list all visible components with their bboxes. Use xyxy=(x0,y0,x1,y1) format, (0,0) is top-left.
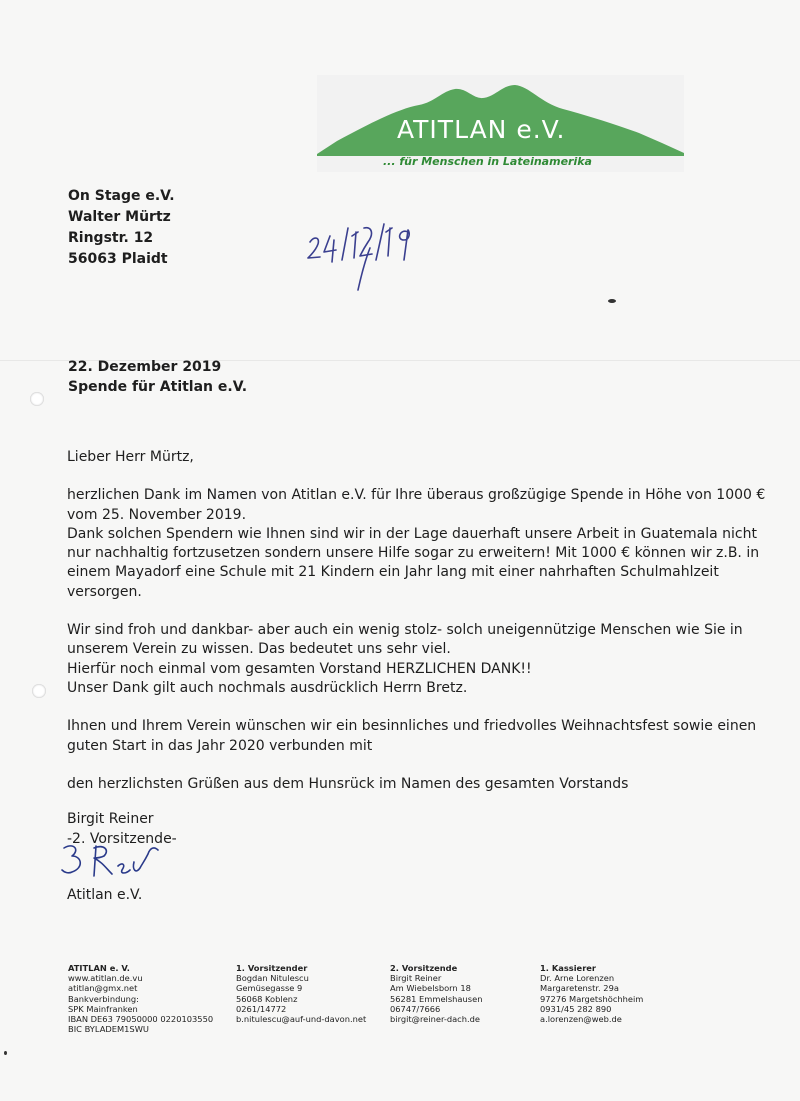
footer-line: Gemüsegasse 9 xyxy=(236,983,303,994)
signer-org: Atitlan e.V. xyxy=(67,887,143,903)
atitlan-logo xyxy=(317,75,684,172)
footer-line: 56068 Koblenz xyxy=(236,993,298,1004)
letter-body xyxy=(67,448,766,794)
body-line: guten Start in das Jahr 2020 verbunden mit xyxy=(67,737,373,754)
footer-line: birgit@reiner-dach.de xyxy=(390,1014,481,1025)
handwritten-signature xyxy=(58,840,168,880)
footer-heading: ATITLAN e. V. xyxy=(68,963,130,973)
body-line: herzlichen Dank im Namen von Atitlan e.V. für Ihre überaus großzügige Spende in Höhe von 1000 € xyxy=(67,487,766,504)
footer-line: 0931/45 282 890 xyxy=(540,1003,612,1014)
footer-line: Dr. Arne Lorenzen xyxy=(540,973,615,984)
footer-line: SPK Mainfranken xyxy=(68,1003,138,1014)
letter-subject: Spende für Atitlan e.V. xyxy=(68,379,248,395)
body-line: einem Mayadorf eine Schule mit 21 Kindern ein Jahr lang mit einer nahrhaften Schulmahlzeit xyxy=(67,564,719,581)
paragraph-greetings xyxy=(67,775,727,794)
footer-line: Bankverbindung: xyxy=(68,993,139,1004)
scan-spot xyxy=(4,1051,7,1055)
footer-line: 97276 Margetshöchheim xyxy=(540,993,644,1004)
body-line: vom 25. November 2019. xyxy=(67,506,247,523)
footer-line: atitlan@gmx.net xyxy=(68,983,138,994)
body-line: unserem Verein zu wissen. Das bedeutet uns sehr viel. xyxy=(67,641,451,658)
recipient-street: Ringstr. 12 xyxy=(68,230,154,246)
footer-col-association xyxy=(68,963,213,1034)
punch-hole xyxy=(32,684,46,698)
scan-spot xyxy=(608,299,616,303)
salutation: Lieber Herr Mürtz, xyxy=(67,449,194,465)
footer-heading: 1. Vorsitzender xyxy=(236,963,308,973)
footer-line: Margaretenstr. 29a xyxy=(540,983,619,994)
punch-hole xyxy=(30,392,44,406)
footer-line: Bogdan Nitulescu xyxy=(236,973,309,984)
recipient-org: On Stage e.V. xyxy=(68,188,175,204)
paragraph-wishes xyxy=(67,717,757,756)
body-line: Dank solchen Spendern wie Ihnen sind wir in der Lage dauerhaft unsere Arbeit in Guatemala nicht xyxy=(67,525,757,542)
body-line: Unser Dank gilt auch nochmals ausdrücklich Herrn Bretz. xyxy=(67,679,468,696)
handwritten-date xyxy=(290,210,430,300)
paragraph-thanks xyxy=(67,486,766,602)
recipient-name: Walter Mürtz xyxy=(68,209,171,225)
letter-date: 22. Dezember 2019 xyxy=(68,359,222,375)
footer-line: a.lorenzen@web.de xyxy=(540,1014,622,1025)
body-line: Hierfür noch einmal vom gesamten Vorstand HERZLICHEN DANK!! xyxy=(67,660,532,677)
body-line: versorgen. xyxy=(67,583,142,600)
signer-role: -2. Vorsitzende- xyxy=(67,830,177,847)
body-line: Ihnen und Ihrem Verein wünschen wir ein besinnliches und friedvolles Weihnachtsfest sowie einen xyxy=(67,718,757,735)
footer-line: www.atitlan.de.vu xyxy=(68,973,143,984)
body-line: Wir sind froh und dankbar- aber auch ein wenig stolz- solch uneigennützige Menschen wie Sie in xyxy=(67,622,743,639)
footer-line: Birgit Reiner xyxy=(390,973,442,984)
footer-line: BIC BYLADEM1SWU xyxy=(68,1024,149,1035)
footer-line: 06747/7666 xyxy=(390,1003,441,1014)
footer-heading: 2. Vorsitzende xyxy=(390,963,458,973)
footer-line: 0261/14772 xyxy=(236,1003,287,1014)
footer-line: 56281 Emmelshausen xyxy=(390,993,483,1004)
footer-line: IBAN DE63 79050000 0220103550 xyxy=(68,1014,214,1025)
signer-name: Birgit Reiner xyxy=(67,811,154,827)
recipient-city: 56063 Plaidt xyxy=(68,251,168,267)
footer-line: b.nitulescu@auf-und-davon.net xyxy=(236,1014,367,1025)
footer-heading: 1. Kassierer xyxy=(540,963,596,973)
footer-line: Am Wiebelsborn 18 xyxy=(390,983,471,994)
footer-col-treasurer xyxy=(540,963,643,1024)
logo-tagline: ... für Menschen in Lateinamerika xyxy=(383,155,592,168)
footer-col-chair xyxy=(236,963,366,1024)
logo-name: ATITLAN e.V. xyxy=(397,115,566,144)
paragraph-gratitude xyxy=(67,621,743,698)
body-line: nur nachhaltig fortzusetzen sondern unsere Hilfe sogar zu erweitern! Mit 1000 € können wir z.B. in xyxy=(67,545,760,562)
body-line: den herzlichsten Grüßen aus dem Hunsrück im Namen des gesamten Vorstands xyxy=(67,775,629,792)
recipient-address xyxy=(68,186,175,270)
footer-col-vice-chair xyxy=(390,963,482,1024)
